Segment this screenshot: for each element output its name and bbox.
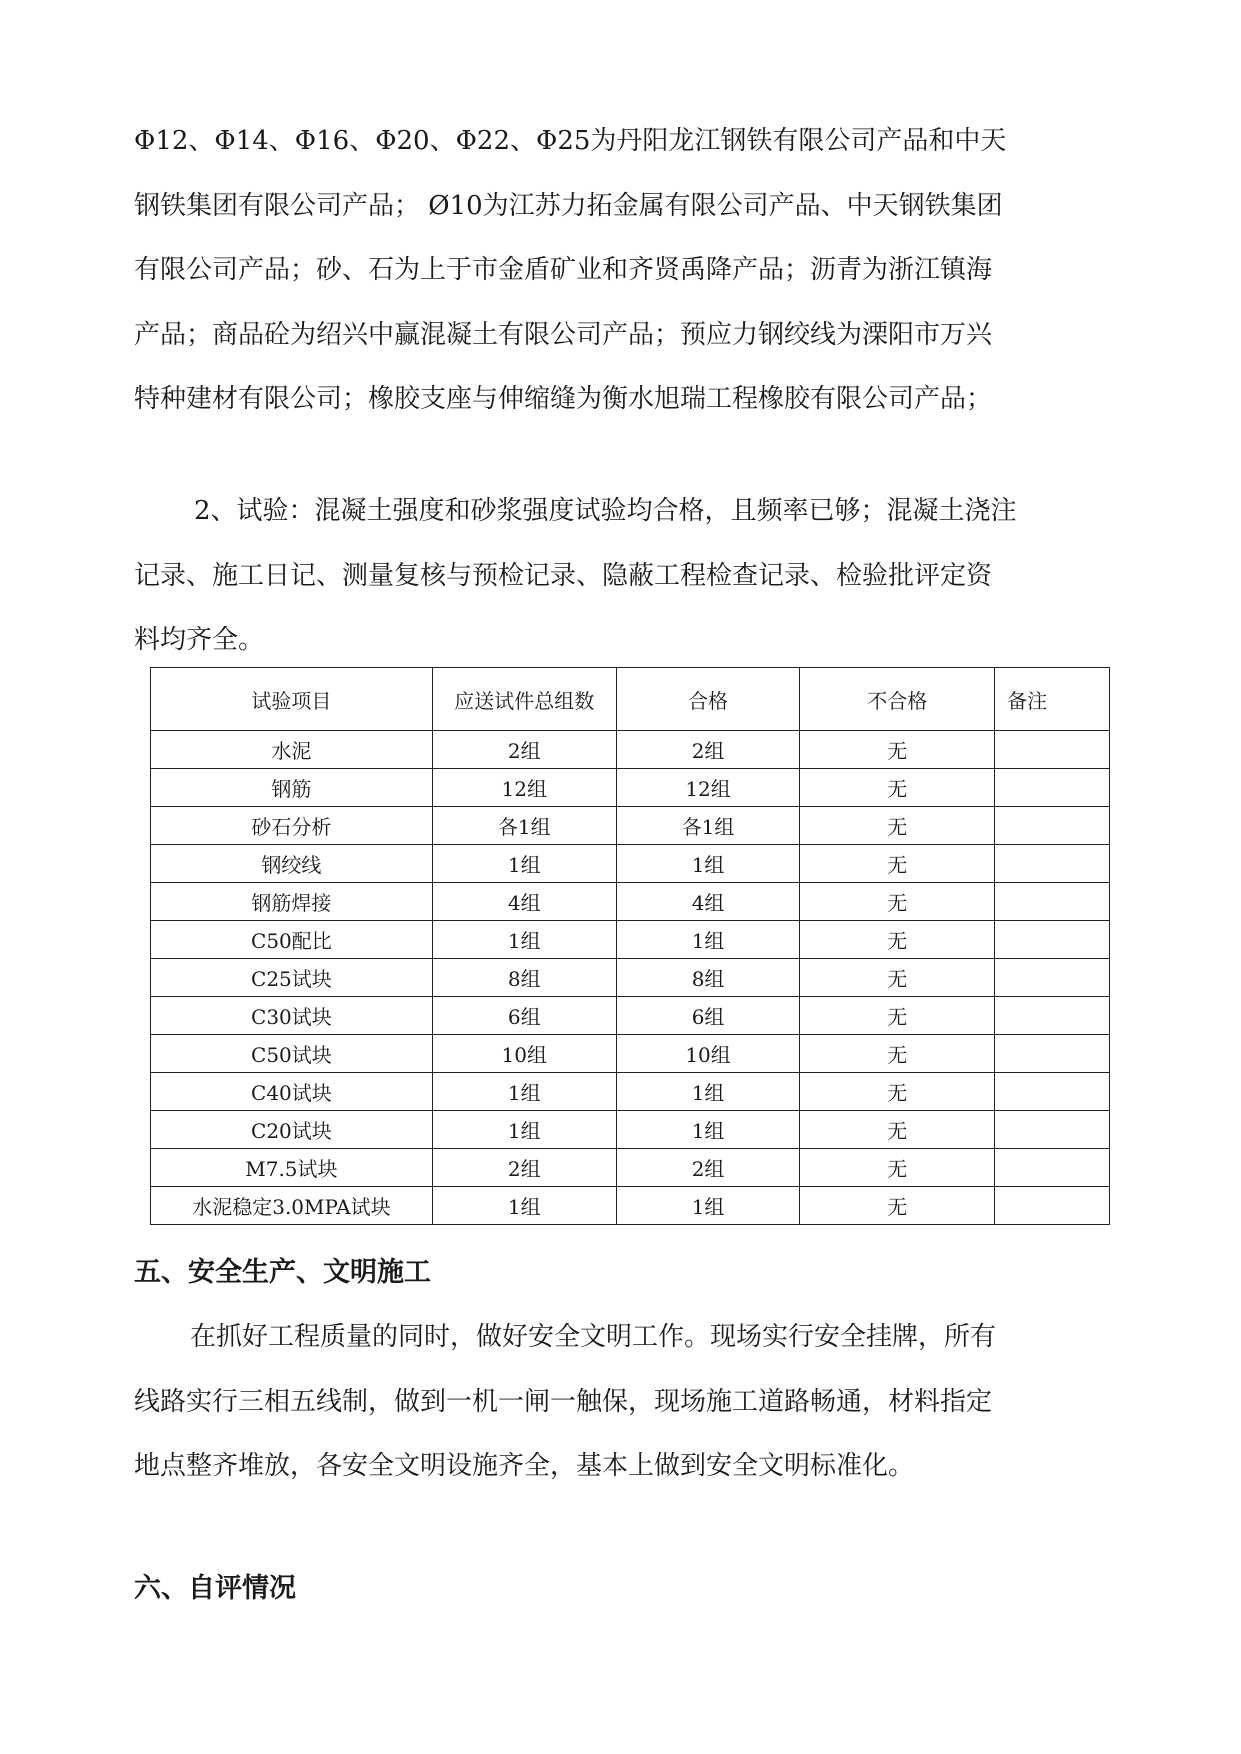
test-item-cell: 钢筋焊接 [151,883,433,921]
total-groups-cell: 各1组 [432,807,616,845]
remarks-cell [995,1187,1110,1225]
materials-line: 有限公司产品；砂、石为上于市金盾矿业和齐贤禹降产品；沥青为浙江镇海 [134,255,993,286]
total-groups-cell: 10组 [432,1035,616,1073]
test-item-cell: C20试块 [151,1111,433,1149]
test-item-cell: C50配比 [151,921,433,959]
header-item: 试验项目 [151,668,433,731]
table-row [151,845,1110,883]
test-paragraph [134,479,1118,673]
test-item-cell: 水泥稳定3.0MPA试块 [151,1187,433,1225]
test-line: 料均齐全。 [134,625,265,656]
table-row [151,807,1110,845]
qualified-cell: 各1组 [616,807,800,845]
qualified-cell: 4组 [616,883,800,921]
test-item-cell: 水泥 [151,731,433,769]
qualified-cell: 6组 [616,997,800,1035]
total-groups-cell: 1组 [432,1073,616,1111]
remarks-cell [995,959,1110,997]
section5-paragraph [134,1305,1118,1499]
section6-heading: 六、自评情况 [134,1573,296,1604]
remarks-cell [995,845,1110,883]
qualified-cell: 12组 [616,769,800,807]
remarks-cell [995,1035,1110,1073]
section5-line: 在抓好工程质量的同时，做好安全文明工作。现场实行安全挂牌，所有 [190,1322,997,1352]
remarks-cell [995,731,1110,769]
table-row [151,1187,1110,1225]
unqualified-cell: 无 [800,1111,995,1149]
total-groups-cell: 1组 [432,1187,616,1225]
section5-line: 地点整齐堆放，各安全文明设施齐全，基本上做到安全文明标准化。 [134,1451,915,1482]
materials-line: 特种建材有限公司；橡胶支座与伸缩缝为衡水旭瑞工程橡胶有限公司产品； [134,384,993,415]
total-groups-cell: 2组 [432,731,616,769]
qualified-cell: 1组 [616,845,800,883]
qualified-cell: 1组 [616,1187,800,1225]
remarks-cell [995,1111,1110,1149]
qualified-cell: 1组 [616,921,800,959]
total-groups-cell: 2组 [432,1149,616,1187]
test-line: 记录、施工日记、测量复核与预检记录、隐蔽工程检查记录、检验批评定资 [134,560,993,591]
table-row [151,1035,1110,1073]
materials-paragraph [134,109,1118,432]
remarks-cell [995,997,1110,1035]
remarks-cell [995,1073,1110,1111]
header-remarks: 备注 [995,668,1110,731]
section5-heading: 五、安全生产、文明施工 [134,1257,431,1288]
table-row [151,959,1110,997]
unqualified-cell: 无 [800,883,995,921]
unqualified-cell: 无 [800,1149,995,1187]
test-item-cell: M7.5试块 [151,1149,433,1187]
test-item-cell: C25试块 [151,959,433,997]
unqualified-cell: 无 [800,997,995,1035]
header-qualified: 合格 [616,668,800,731]
total-groups-cell: 1组 [432,1111,616,1149]
remarks-cell [995,769,1110,807]
table-row [151,883,1110,921]
header-unqualified: 不合格 [800,668,995,731]
total-groups-cell: 1组 [432,921,616,959]
unqualified-cell: 无 [800,807,995,845]
test-item-cell: 钢绞线 [151,845,433,883]
table-row [151,1073,1110,1111]
qualified-cell: 1组 [616,1111,800,1149]
unqualified-cell: 无 [800,845,995,883]
unqualified-cell: 无 [800,1035,995,1073]
test-item-cell: 钢筋 [151,769,433,807]
total-groups-cell: 12组 [432,769,616,807]
materials-line: 钢铁集团有限公司产品； Ø10为江苏力拓金属有限公司产品、中天钢铁集团 [134,190,1003,221]
remarks-cell [995,883,1110,921]
qualified-cell: 2组 [616,731,800,769]
test-line: 2、试验：混凝土强度和砂浆强度试验均合格，且频率已够；混凝土浇注 [194,496,1017,526]
remarks-cell [995,1149,1110,1187]
remarks-cell [995,921,1110,959]
test-item-cell: C30试块 [151,997,433,1035]
total-groups-cell: 8组 [432,959,616,997]
unqualified-cell: 无 [800,921,995,959]
table-row [151,1149,1110,1187]
test-item-cell: C40试块 [151,1073,433,1111]
table-row [151,1111,1110,1149]
table-row [151,997,1110,1035]
test-item-cell: C50试块 [151,1035,433,1073]
table-header-row [151,668,1110,731]
total-groups-cell: 4组 [432,883,616,921]
materials-line: Φ12、Φ14、Φ16、Φ20、Φ22、Φ25为丹阳龙江钢铁有限公司产品和中天 [134,126,1007,156]
unqualified-cell: 无 [800,959,995,997]
unqualified-cell: 无 [800,769,995,807]
remarks-cell [995,807,1110,845]
qualified-cell: 8组 [616,959,800,997]
test-item-cell: 砂石分析 [151,807,433,845]
total-groups-cell: 1组 [432,845,616,883]
total-groups-cell: 6组 [432,997,616,1035]
header-total-groups: 应送试件总组数 [432,668,616,731]
unqualified-cell: 无 [800,731,995,769]
table-row [151,921,1110,959]
unqualified-cell: 无 [800,1187,995,1225]
materials-line: 产品；商品砼为绍兴中赢混凝土有限公司产品；预应力钢绞线为溧阳市万兴 [134,319,993,350]
test-results-table [150,667,1110,1225]
qualified-cell: 10组 [616,1035,800,1073]
section5-line: 线路实行三相五线制，做到一机一闸一触保，现场施工道路畅通，材料指定 [134,1386,993,1417]
table-row [151,769,1110,807]
qualified-cell: 1组 [616,1073,800,1111]
table-row [151,731,1110,769]
qualified-cell: 2组 [616,1149,800,1187]
unqualified-cell: 无 [800,1073,995,1111]
